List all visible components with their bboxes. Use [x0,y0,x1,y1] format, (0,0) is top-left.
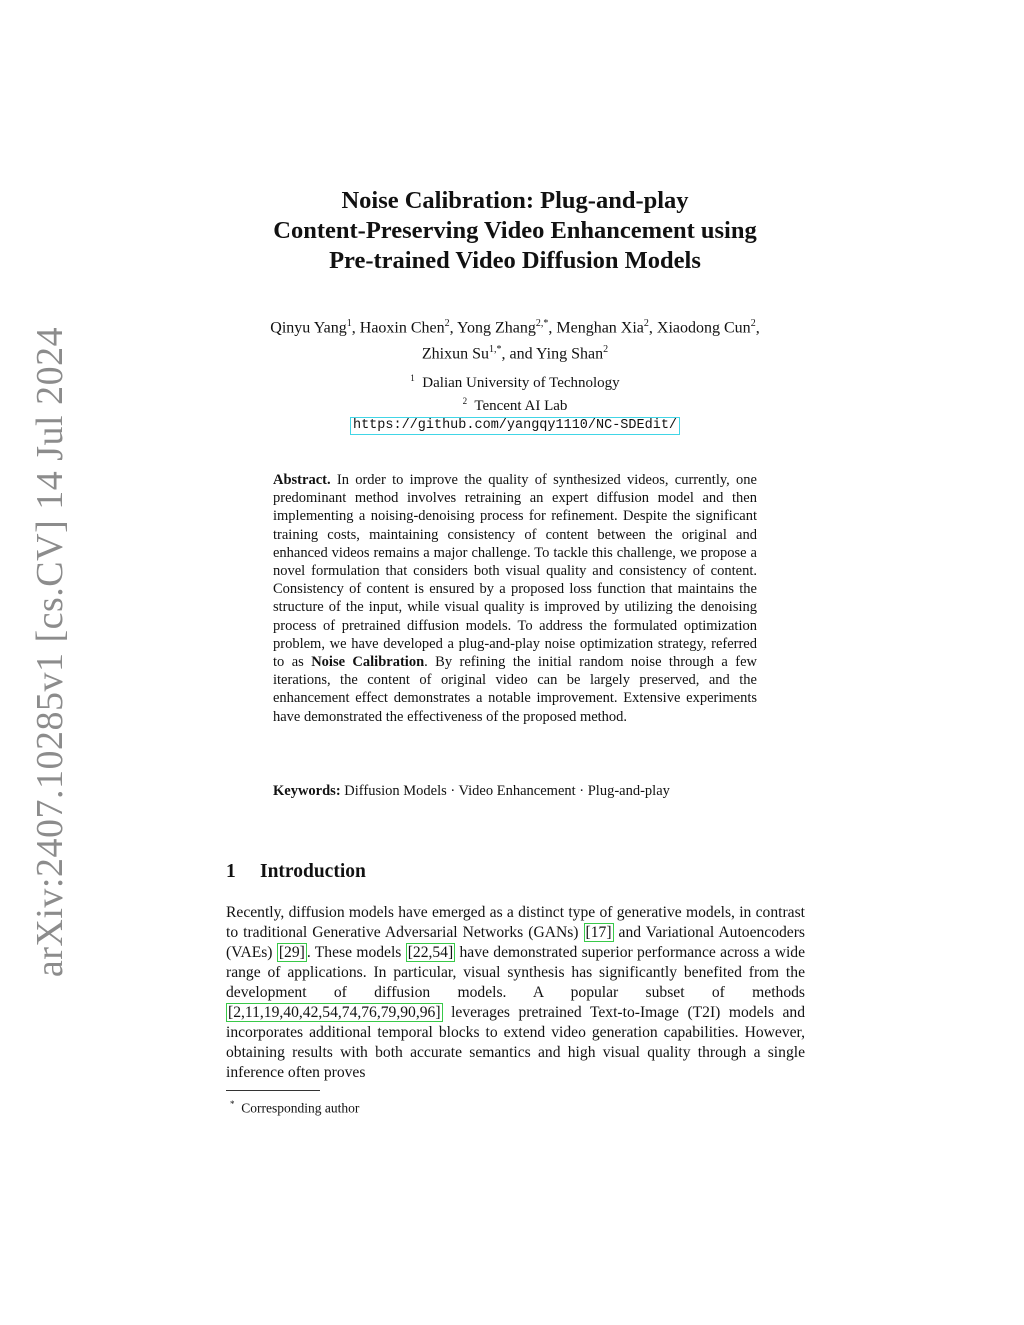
author-line-1: Qinyu Yang$^1$, Haoxin Chen$^2$, Yong Zhang$^{2,*}$, Menghan Xia$^2$, Xiaodong Cun$^2$, [270,318,760,337]
title-line: Content-Preserving Video Enhancement using [273,217,757,244]
citation-link[interactable]: [29] [278,944,305,961]
abstract-label: Abstract. [273,472,331,488]
author-affiliation-mark: 1,* [488,344,502,356]
author-conjunction: and [509,345,533,363]
footnote-divider [226,1090,320,1091]
affiliation-name: Tencent AI Lab [474,398,568,414]
author-list [180,313,850,366]
author-name: Qinyu Yang [270,319,347,337]
author-name: Ying Shan [536,345,604,363]
section-heading [226,860,806,884]
citation-link[interactable]: [17] [585,924,612,941]
url-line [280,415,750,435]
affiliation-name: Dalian University of Technology [422,375,620,391]
body-text: have demonstrated superior performance across a wide range of applications. In particular, visual synthesis has significantly benefited from the development of diffusion models. A popular subset of methods [226,944,806,1001]
author-name: Xiaodong Cun [656,319,751,337]
author-name: Menghan Xia [556,319,644,337]
author-name: Zhixun Su [421,345,489,363]
title-line: Pre-trained Video Diffusion Models [329,247,701,274]
keywords-label: Keywords: [273,783,341,799]
keywords [273,782,757,800]
body-text: Recently, diffusion models have emerged as a distinct type of generative models, in contrast to traditional Generative Adversarial Networks (GANs) [226,904,805,941]
keywords-text: Diffusion Models · Video Enhancement · Plug-and-play [344,783,670,799]
section-number: 1 [226,861,236,882]
abstract-emphasis: Noise Calibration [311,654,425,671]
citation-link[interactable]: [2,11,19,40,42,54,74,76,79,90,96] [228,1004,441,1021]
project-url-link[interactable]: https://github.com/yangqy1110/NC-SDEdit/ [350,417,680,435]
paper-title [160,186,870,276]
introduction-paragraph [226,903,805,1083]
author-affiliation-mark: 2 [750,318,756,329]
body-text: leverages pretrained Text-to-Image (T2I) models and incorporates additional temporal blocks to extend video generation capabilities. However, obtaining results with both accurate semantics and high visual quality through a single inference often proves [226,1004,805,1081]
footnote [230,1096,630,1117]
abstract-text: . By refining the initial random noise through a few iterations, the content of original video can be largely preserved, and the enhancement effect demonstrates a notable improvement. Extensive experiments have demonstrated the effectiveness of the proposed method. [273,654,758,725]
abstract [273,471,757,726]
author-name: Yong Zhang [457,319,536,337]
affiliation-mark: 2 [462,396,468,406]
body-text: . These models [306,944,406,961]
affiliation-mark: 1 [410,373,415,383]
footnote-mark: * [230,1099,235,1109]
arxiv-identifier-text: arXiv:2407.10285v1 [cs.CV] 14 Jul 2024 [29,326,71,978]
title-line: Noise Calibration: Plug-and-play [341,187,689,214]
affiliations [280,369,750,435]
author-affiliation-mark: 2 [643,318,649,329]
author-line-2: Zhixun $Su^{1,*}$, and Ying Shan$^2$ [421,344,609,363]
author-name: Haoxin Chen [359,319,445,337]
citation-link[interactable]: [22,54] [407,944,454,961]
section-title: Introduction [260,861,366,882]
author-affiliation-mark: 1 [346,318,352,329]
author-affiliation-mark: 2 [603,344,609,356]
affiliation-line [280,392,750,415]
body-text: and Variational Autoencoders (VAEs) [226,924,805,961]
author-affiliation-mark: 2,* [535,318,549,329]
author-affiliation-mark: 2 [444,318,450,329]
footnote-text: Corresponding author [241,1100,360,1116]
abstract-text: In order to improve the quality of synthesized videos, currently, one predominant method involves retraining an expert diffusion model and then implementing a noising-denoising process for refinement. Despite the significant training costs, maintaining consistency of content between the original and enhanced videos remains a major challenge. To tackle this challenge, we propose a novel formulation that considers both visual quality and consistency of content. Consistency of content is ensured by a proposed loss function that maintains the structure of the input, while visual quality is improved by utilizing the denoising process of pretrained diffusion models. To address the formulated optimization problem, we have developed a plug-and-play noise optimization strategy, referred to as [273,472,757,671]
affiliation-line [280,369,750,392]
